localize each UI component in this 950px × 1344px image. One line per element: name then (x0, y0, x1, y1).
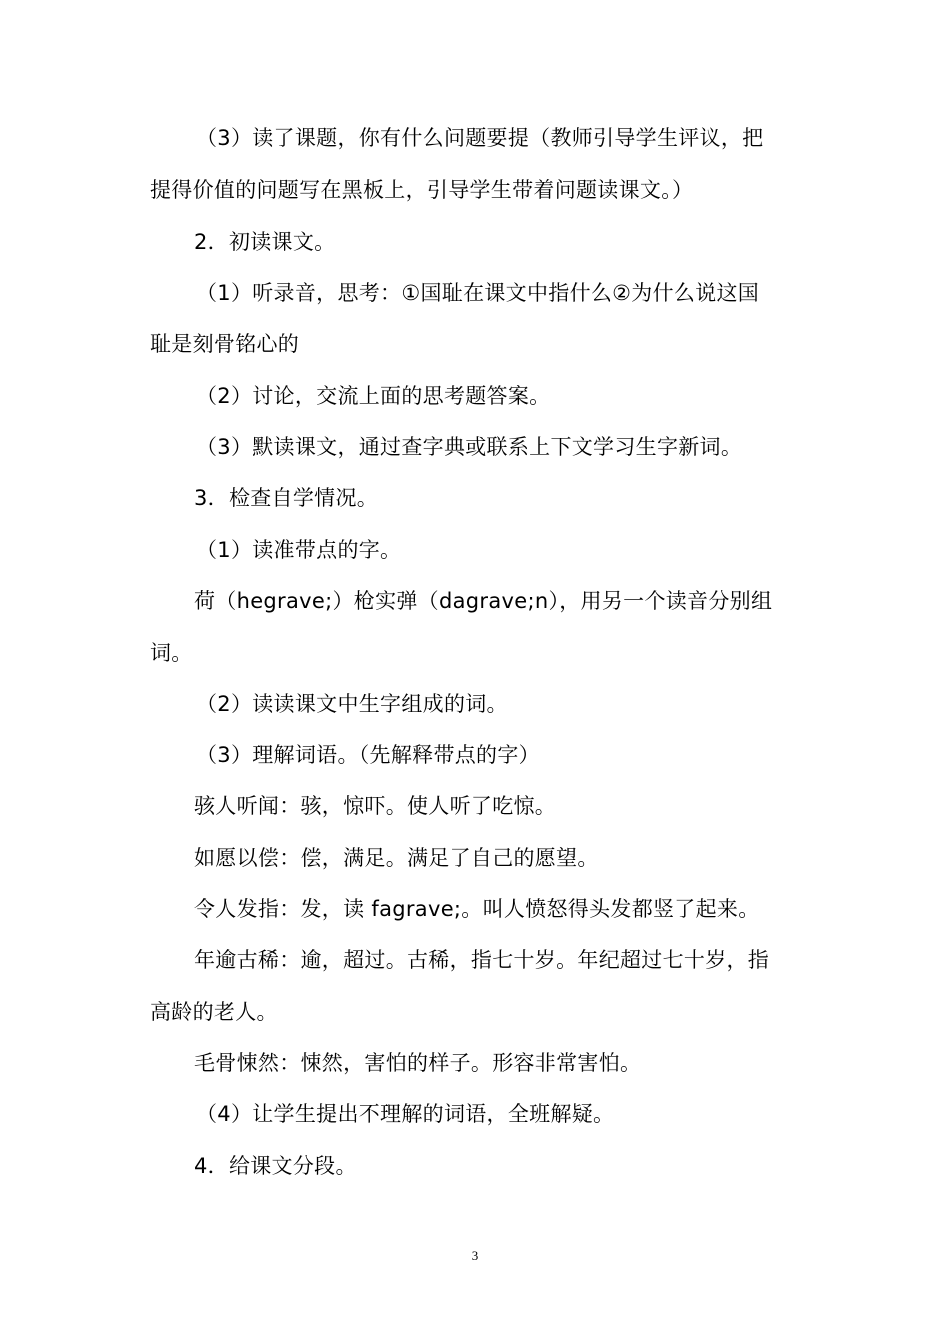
paragraph-line: （1）听录音，思考：①国耻在课文中指什么②为什么说这国 (196, 281, 760, 305)
vocabulary-entry: 如愿以偿：偿，满足。满足了自己的愿望。 (194, 846, 599, 870)
page-number: 3 (471, 1248, 479, 1263)
paragraph-line: （3）默读课文，通过查字典或联系上下文学习生字新词。 (196, 435, 743, 459)
vocabulary-entry: 毛骨悚然：悚然，害怕的样子。形容非常害怕。 (194, 1051, 642, 1075)
section-heading: 4．给课文分段。 (194, 1154, 357, 1178)
paragraph-line: （3）理解词语。（先解释带点的字） (196, 743, 540, 767)
section-heading: 3．检查自学情况。 (194, 486, 379, 510)
paragraph-line: 耻是刻骨铭心的 (150, 332, 300, 356)
paragraph-line: （2）读读课文中生字组成的词。 (196, 692, 508, 716)
vocabulary-entry: 骇人听闻：骇，惊吓。使人听了吃惊。 (194, 794, 557, 818)
vocabulary-entry: 年逾古稀：逾，超过。古稀，指七十岁。年纪超过七十岁，指 (194, 948, 770, 972)
section-heading: 2．初读课文。 (194, 230, 336, 254)
paragraph-line: （4）让学生提出不理解的词语，全班解疑。 (196, 1102, 615, 1126)
paragraph-line: 提得价值的问题写在黑板上，引导学生带着问题读课文。） (150, 178, 694, 202)
paragraph-line: 高龄的老人。 (150, 1000, 278, 1024)
paragraph-line: 荷（hegrave;）枪实弹（dagrave;n），用另一个读音分别组 (194, 589, 773, 613)
vocabulary-entry: 令人发指：发，读 fagrave;。叫人愤怒得头发都竖了起来。 (194, 897, 760, 921)
paragraph-line: 词。 (150, 641, 193, 665)
paragraph-line: （1）读准带点的字。 (196, 538, 402, 562)
paragraph-line: （2）讨论，交流上面的思考题答案。 (196, 384, 551, 408)
paragraph-line: （3）读了课题，你有什么问题要提（教师引导学生评议，把 (196, 126, 764, 150)
